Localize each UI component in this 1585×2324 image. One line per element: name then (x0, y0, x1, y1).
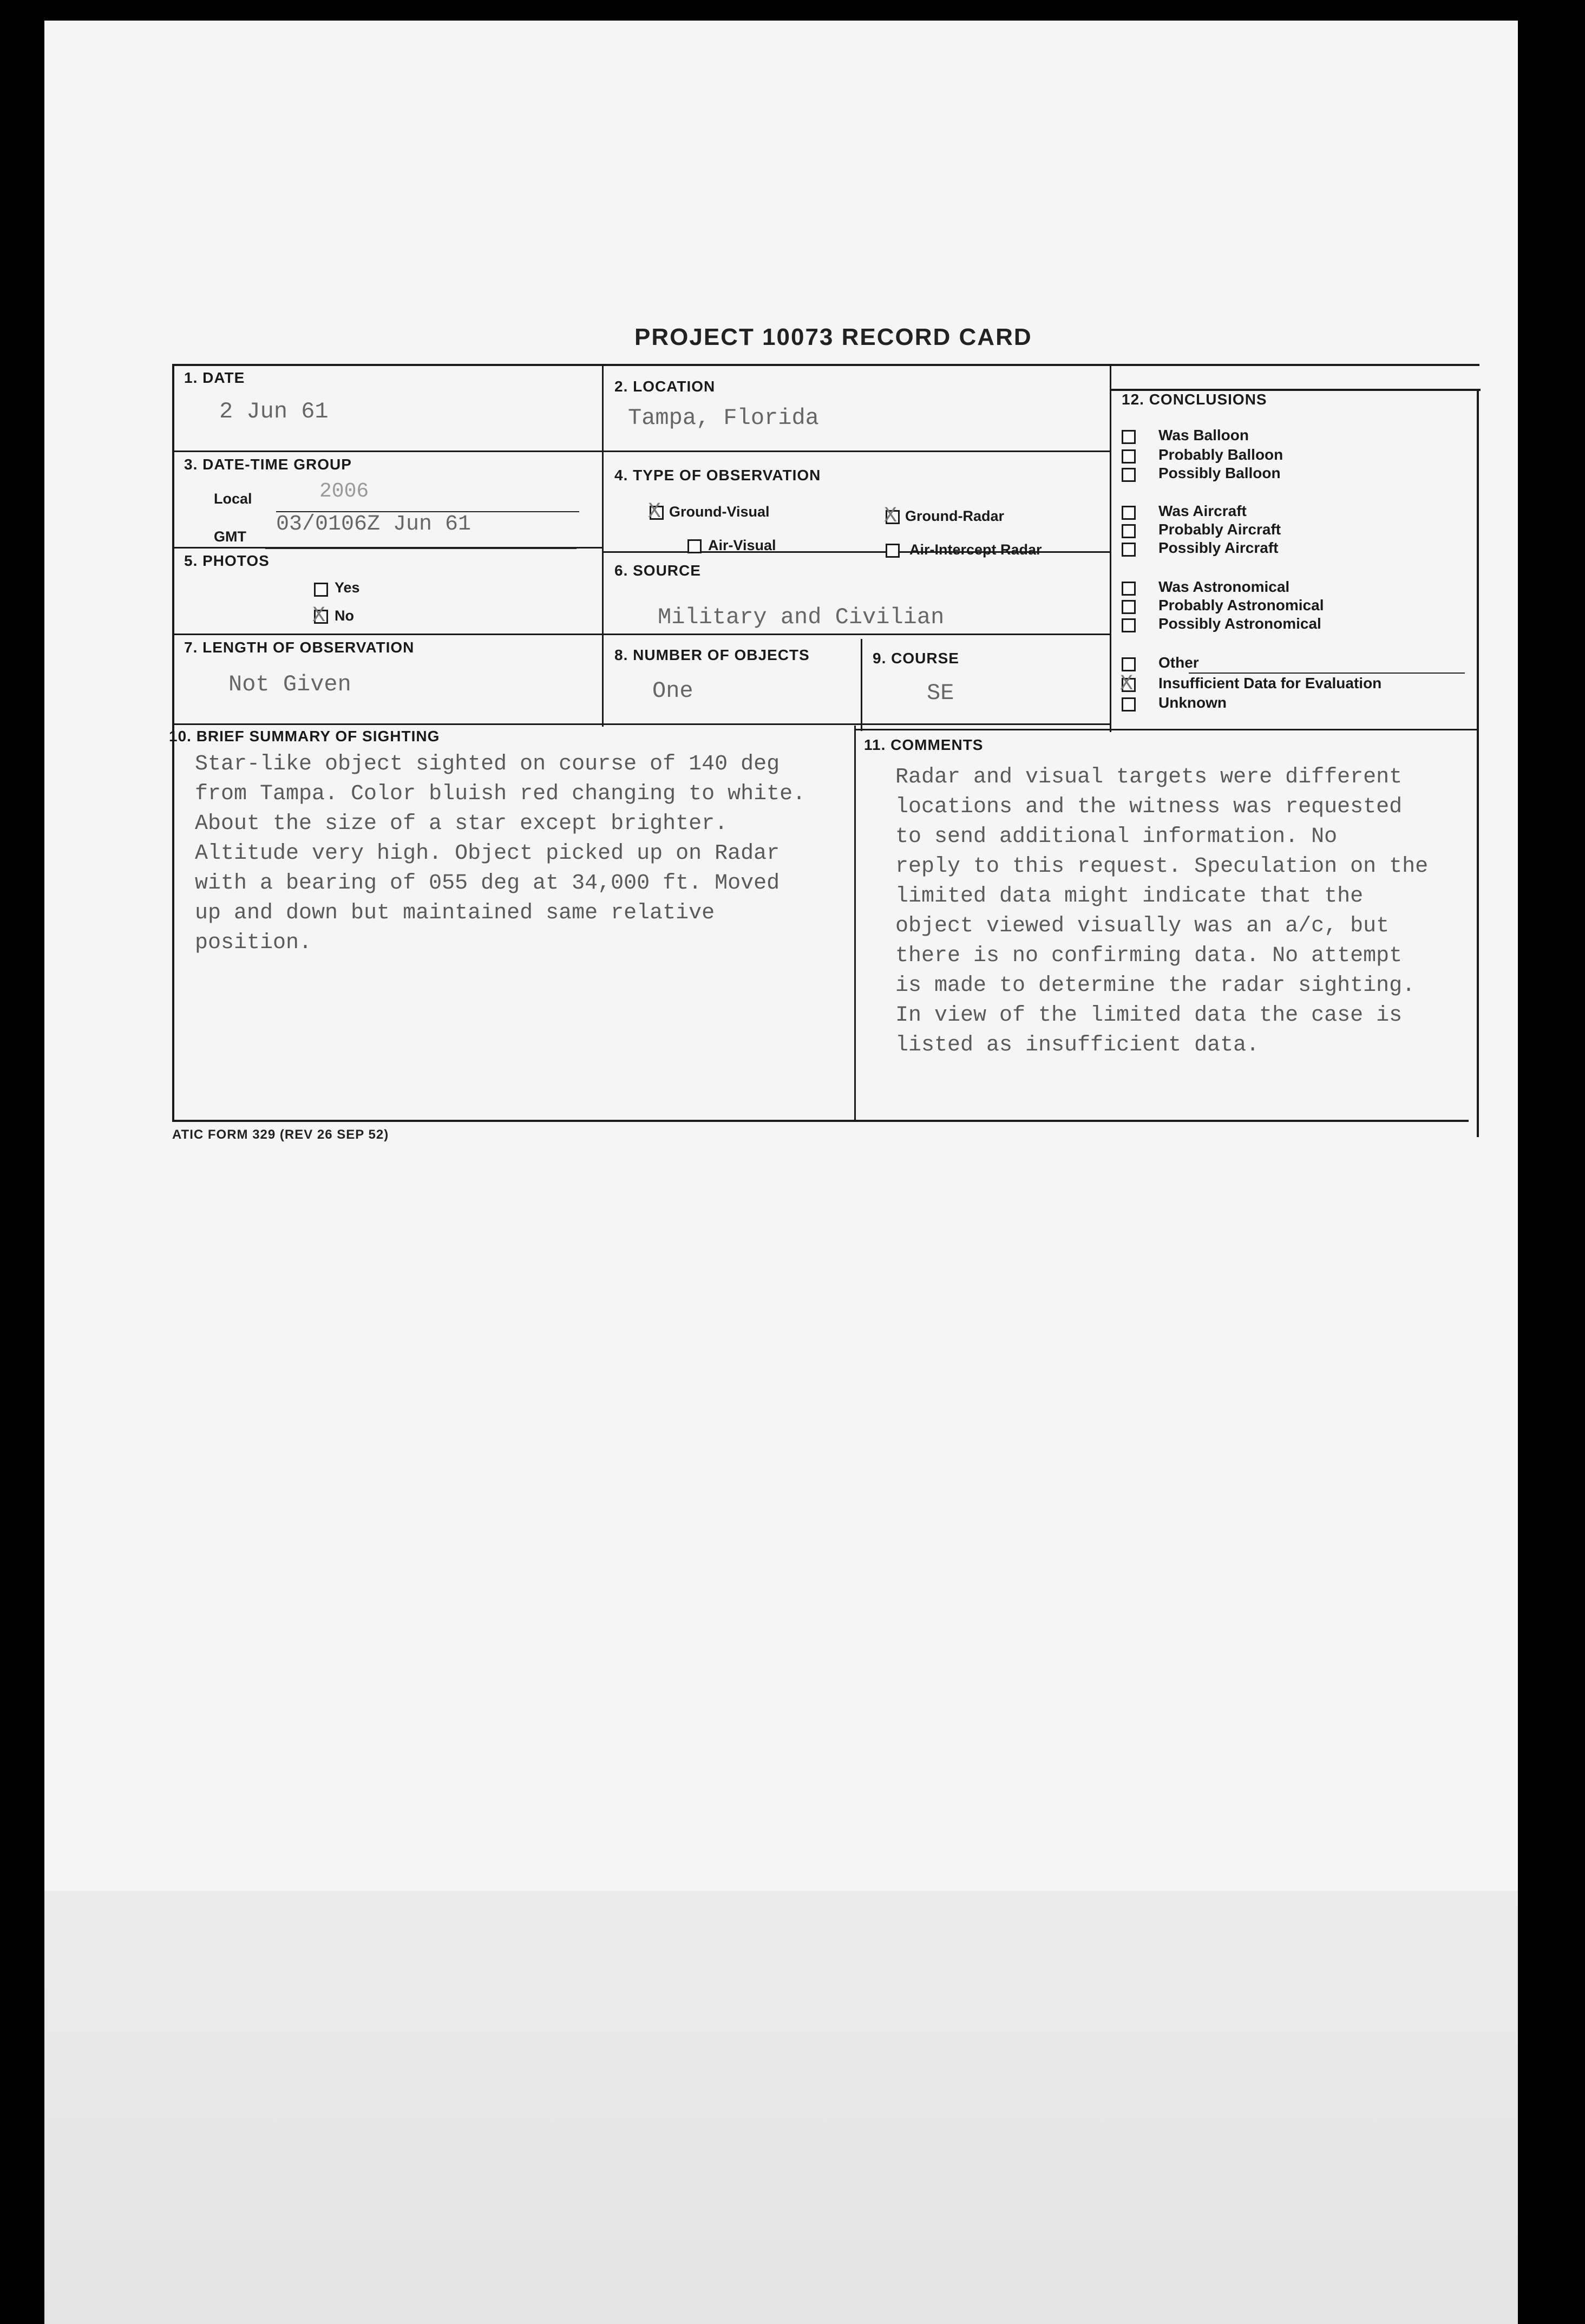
local-value: 2006 (319, 480, 369, 503)
gmt-value: 03/0106Z Jun 61 (276, 512, 471, 537)
col-divider-objects (861, 639, 862, 731)
source-value: Military and Civilian (658, 604, 945, 630)
conclusion-checkbox[interactable] (1122, 600, 1136, 614)
row-divider-3 (172, 634, 1111, 635)
air-visual-checkbox[interactable] (687, 539, 702, 553)
conclusion-checkbox[interactable] (1122, 618, 1136, 632)
gmt-underline (265, 548, 577, 549)
number-of-objects-label: 8. NUMBER OF OBJECTS (614, 647, 810, 663)
conclusion-checkbox[interactable] (1122, 657, 1136, 671)
source-label: 6. SOURCE (614, 562, 701, 579)
comments-line: object viewed visually was an a/c, but (895, 914, 1390, 938)
other-underline (1189, 673, 1465, 674)
photos-label: 5. PHOTOS (184, 552, 270, 569)
comments-line: limited data might indicate that the (895, 884, 1364, 909)
conclusions-label: 12. CONCLUSIONS (1122, 391, 1267, 408)
conclusion-checkbox[interactable] (1122, 678, 1136, 692)
col-divider-2 (1110, 364, 1111, 732)
comments-line: Radar and visual targets were different (895, 765, 1403, 789)
number-of-objects-value: One (652, 678, 693, 704)
date-label: 1. DATE (184, 369, 245, 386)
summary-line: from Tampa. Color bluish red changing to white. (195, 782, 806, 806)
photos-no-label: No (335, 608, 354, 624)
col-divider-summary (854, 726, 856, 1121)
comments-label: 11. COMMENTS (864, 736, 984, 753)
row-divider-4b (854, 729, 1479, 730)
conclusion-checkbox[interactable] (1122, 697, 1136, 711)
frame-bottom (172, 1120, 1469, 1122)
comments-line: is made to determine the radar sighting. (895, 974, 1416, 998)
type-of-observation-label: 4. TYPE OF OBSERVATION (614, 467, 821, 484)
course-label: 9. COURSE (873, 650, 959, 667)
air-visual-label: Air-Visual (708, 537, 776, 553)
ground-visual-label: Ground-Visual (669, 504, 770, 520)
location-value: Tampa, Florida (628, 405, 819, 431)
comments-line: to send additional information. No (895, 825, 1338, 849)
comments-line: listed as insufficient data. (895, 1033, 1260, 1057)
col-divider-1 (602, 364, 604, 727)
card-title: PROJECT 10073 RECORD CARD (634, 324, 1032, 350)
local-label: Local (214, 491, 252, 507)
length-of-observation-label: 7. LENGTH OF OBSERVATION (184, 639, 415, 656)
conclusion-checkbox[interactable] (1122, 449, 1136, 464)
comments-line: there is no confirming data. No attempt (895, 944, 1403, 968)
length-of-observation-value: Not Given (228, 671, 351, 697)
frame-right (1477, 390, 1479, 1137)
summary-line: Star-like object sighted on course of 140 deg (195, 752, 780, 776)
air-intercept-radar-label: Air-Intercept Radar (909, 541, 1042, 558)
comments-line: locations and the witness was requested (895, 795, 1403, 819)
photos-yes-label: Yes (335, 579, 360, 596)
photos-yes-checkbox[interactable] (314, 583, 328, 597)
comments-line: reply to this request. Speculation on the (895, 854, 1429, 879)
sheet-lower-edge (44, 1891, 1518, 2324)
air-intercept-radar-checkbox[interactable] (886, 544, 900, 558)
ground-radar-checkbox[interactable] (886, 510, 900, 524)
date-value: 2 Jun 61 (219, 399, 329, 425)
photos-no-checkbox[interactable] (314, 610, 328, 624)
form-id: ATIC FORM 329 (REV 26 SEP 52) (172, 1127, 389, 1142)
summary-line: up and down but maintained same relative (195, 901, 715, 925)
ground-radar-label: Ground-Radar (905, 508, 1005, 524)
summary-line: position. (195, 931, 312, 955)
row-divider-4 (172, 723, 1111, 725)
conclusion-checkbox[interactable] (1122, 506, 1136, 520)
row-divider-1 (172, 451, 1111, 452)
ground-visual-checkbox[interactable] (650, 506, 664, 520)
frame-top (172, 364, 1479, 366)
summary-label: 10. BRIEF SUMMARY OF SIGHTING (169, 728, 440, 745)
conclusion-checkbox[interactable] (1122, 543, 1136, 557)
summary-line: Altitude very high. Object picked up on Radar (195, 841, 780, 866)
conclusion-checkbox[interactable] (1122, 430, 1136, 444)
course-value: SE (927, 680, 954, 706)
conclusion-checkbox[interactable] (1122, 468, 1136, 482)
gmt-label: GMT (214, 528, 246, 545)
summary-line: About the size of a star except brighter. (195, 812, 728, 836)
summary-line: with a bearing of 055 deg at 34,000 ft. Moved (195, 871, 780, 896)
date-time-group-label: 3. DATE-TIME GROUP (184, 456, 352, 473)
conclusion-checkbox[interactable] (1122, 582, 1136, 596)
conclusion-checkbox[interactable] (1122, 524, 1136, 538)
location-label: 2. LOCATION (614, 378, 716, 395)
comments-line: In view of the limited data the case is (895, 1003, 1403, 1028)
